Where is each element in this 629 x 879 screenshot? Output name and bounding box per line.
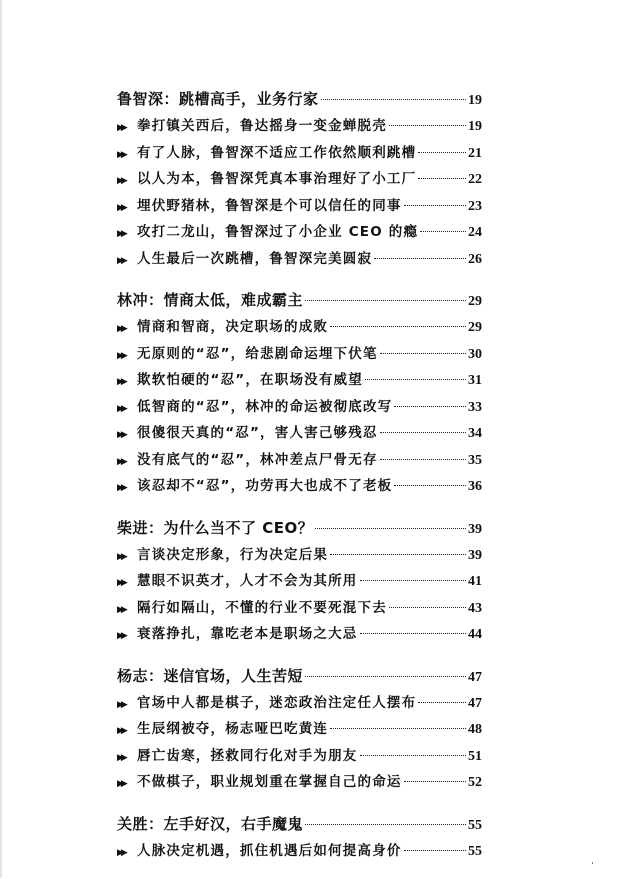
entry-title: 言谈决定形象，行为决定后果 [137,546,329,563]
page-number: 43 [468,600,482,616]
entry-title: 不做棋子，职业规划重在掌握自己的命运 [137,774,402,790]
toc-entry[interactable] [117,140,482,167]
toc-heading[interactable] [117,663,482,690]
double-arrow-bullet-icon: ▶▶ [117,324,125,334]
dot-leader [321,99,466,100]
dot-leader [330,554,466,555]
dot-leader [360,755,467,756]
double-arrow-bullet-icon: ▶▶ [117,350,125,361]
page-number: 55 [468,843,482,859]
page-number: 55 [468,817,482,833]
entry-title: 攻打二龙山，鲁智深过了小企业 CEO 的瘾 [137,224,419,240]
dot-leader [380,459,466,460]
page-number: 29 [468,320,482,335]
page-number: 31 [468,373,482,388]
toc-heading[interactable] [117,515,482,542]
toc-entry[interactable] [117,690,482,717]
toc-entry[interactable] [117,568,482,595]
dot-leader [380,353,466,354]
toc-entry[interactable] [117,113,482,140]
toc-section-yangzhi [117,663,482,796]
entry-title: 以人为本，鲁智深凭真本事治理好了小工厂 [137,171,417,187]
heading-title: 关胜：左手好汉，右手魔鬼 [117,814,304,833]
page-number: 39 [468,521,482,537]
double-arrow-bullet-icon: ▶▶ [117,123,125,133]
toc-entry[interactable] [117,219,482,246]
dot-leader [389,125,466,126]
page-number: 44 [468,627,482,642]
dot-leader [365,379,466,380]
toc-section-guansheng [117,811,482,865]
entry-title: 很傻很天真的“忍”，害人害己够残忍 [137,425,378,441]
page-edge [0,0,2,878]
toc-entry[interactable] [117,595,482,622]
double-arrow-bullet-icon: ▶▶ [117,202,125,213]
dot-leader [404,781,466,782]
double-arrow-bullet-icon: ▶▶ [117,604,125,615]
page-number: 19 [468,93,482,108]
double-arrow-bullet-icon: ▶▶ [117,726,125,736]
entry-title: 该忍却不“忍”，功劳再大也成不了老板 [137,478,393,494]
toc-entry[interactable] [117,838,482,865]
toc-section-linchong [117,287,482,500]
page-number: 33 [468,399,482,415]
dot-leader [420,231,466,232]
double-arrow-bullet-icon: ▶▶ [117,229,125,239]
page-number: 47 [468,669,482,685]
toc-heading[interactable] [117,811,482,838]
toc-entry[interactable] [117,621,482,648]
page-number: 19 [468,119,482,134]
page-number: 41 [468,574,482,589]
entry-title: 唇亡齿寒，拯救同行化对手为朋友 [137,747,358,764]
toc-entry[interactable] [117,420,482,447]
toc-entry[interactable] [117,314,482,341]
double-arrow-bullet-icon: ▶▶ [117,255,125,266]
page-number: 36 [468,479,482,494]
page-number: 47 [468,695,482,711]
double-arrow-bullet-icon: ▶▶ [117,752,125,763]
dot-leader [315,528,466,529]
toc-entry[interactable] [117,246,482,273]
toc-entry[interactable] [117,769,482,796]
double-arrow-bullet-icon: ▶▶ [117,847,125,858]
page-number: 26 [468,251,482,267]
heading-title: 林冲：情商太低，难成霸主 [117,291,304,309]
double-arrow-bullet-icon: ▶▶ [117,456,125,467]
toc-entry[interactable] [117,193,482,220]
entry-title: 官场中人都是棋子，迷恋政治注定任人摆布 [137,694,417,711]
heading-title: 杨志：迷信官场，人生苦短 [117,666,304,685]
entry-title: 人脉决定机遇，抓住机遇后如何提高身价 [137,842,402,859]
toc-entry[interactable] [117,743,482,770]
entry-title: 生辰纲被夺，杨志哑巴吃黄连 [137,721,329,737]
double-arrow-bullet-icon: ▶▶ [117,699,125,710]
page-number: 35 [468,452,482,468]
page-number: 23 [468,198,482,214]
page-number: 24 [468,225,482,240]
dot-leader [404,205,466,206]
double-arrow-bullet-icon: ▶▶ [117,377,125,387]
entry-title: 慧眼不识英才，人才不会为其所用 [137,573,358,589]
entry-title: 有了人脉，鲁智深不适应工作依然顺利跳槽 [137,144,417,161]
double-arrow-bullet-icon: ▶▶ [117,403,125,414]
double-arrow-bullet-icon: ▶▶ [117,779,125,789]
double-arrow-bullet-icon: ▶▶ [117,551,125,562]
entry-title: 低智商的“忍”，林冲的命运被彻底改写 [137,398,393,415]
table-of-contents [117,86,482,879]
dot-leader [330,326,466,327]
heading-title: 柴进：为什么当不了 CEO？ [117,518,314,537]
dot-leader [305,676,466,677]
toc-heading[interactable] [117,287,482,314]
entry-title: 拳打镇关西后，鲁达摇身一变金蝉脱壳 [137,118,387,134]
dot-leader [404,850,466,851]
entry-title: 情商和智商，决定职场的成败 [137,319,329,335]
page-number: 48 [468,722,482,737]
dot-leader [394,485,466,486]
toc-entry[interactable] [117,716,482,743]
toc-entry[interactable] [117,447,482,474]
page-number: 52 [468,775,482,790]
double-arrow-bullet-icon: ▶▶ [117,631,125,641]
dot-leader [394,406,466,407]
dot-leader [360,580,467,581]
dot-leader [380,432,466,433]
page-number: 30 [468,346,482,362]
double-arrow-bullet-icon: ▶▶ [117,176,125,186]
double-arrow-bullet-icon: ▶▶ [117,430,125,440]
double-arrow-bullet-icon: ▶▶ [117,578,125,588]
dot-leader [418,152,466,153]
double-arrow-bullet-icon: ▶▶ [117,149,125,160]
double-arrow-bullet-icon: ▶▶ [117,483,125,493]
entry-title: 欺软怕硬的“忍”，在职场没有威望 [137,372,363,388]
toc-entry[interactable] [117,341,482,368]
toc-entry[interactable] [117,542,482,569]
dot-leader [305,300,466,301]
heading-title: 鲁智深：跳槽高手，业务行家 [117,90,319,108]
entry-title: 衰落挣扎，靠吃老本是职场之大忌 [137,626,358,642]
dot-leader [418,178,466,179]
page-number: 39 [468,547,482,563]
toc-section-luzhishen [117,86,482,272]
dot-leader [374,258,466,259]
page-number: 34 [468,426,482,441]
dot-leader [330,728,466,729]
page-number: 51 [468,748,482,764]
toc-heading[interactable] [117,86,482,113]
page-number: 29 [468,294,482,309]
toc-entry[interactable] [117,394,482,421]
entry-title: 无原则的“忍”，给悲剧命运埋下伏笔 [137,345,378,362]
scan-speck [592,862,593,864]
entry-title: 没有底气的“忍”，林冲差点尸骨无存 [137,451,378,468]
toc-entry[interactable] [117,473,482,500]
toc-entry[interactable] [117,367,482,394]
dot-leader [305,824,466,825]
toc-entry[interactable] [117,166,482,193]
entry-title: 隔行如隔山，不懂的行业不要死混下去 [137,599,387,616]
dot-leader [360,633,467,634]
entry-title: 埋伏野猪林，鲁智深是个可以信任的同事 [137,197,402,214]
page-number: 21 [468,145,482,161]
page-number: 22 [468,172,482,187]
dot-leader [418,702,466,703]
toc-section-chaijin [117,515,482,648]
dot-leader [389,607,466,608]
entry-title: 人生最后一次跳槽，鲁智深完美圆寂 [137,250,373,267]
